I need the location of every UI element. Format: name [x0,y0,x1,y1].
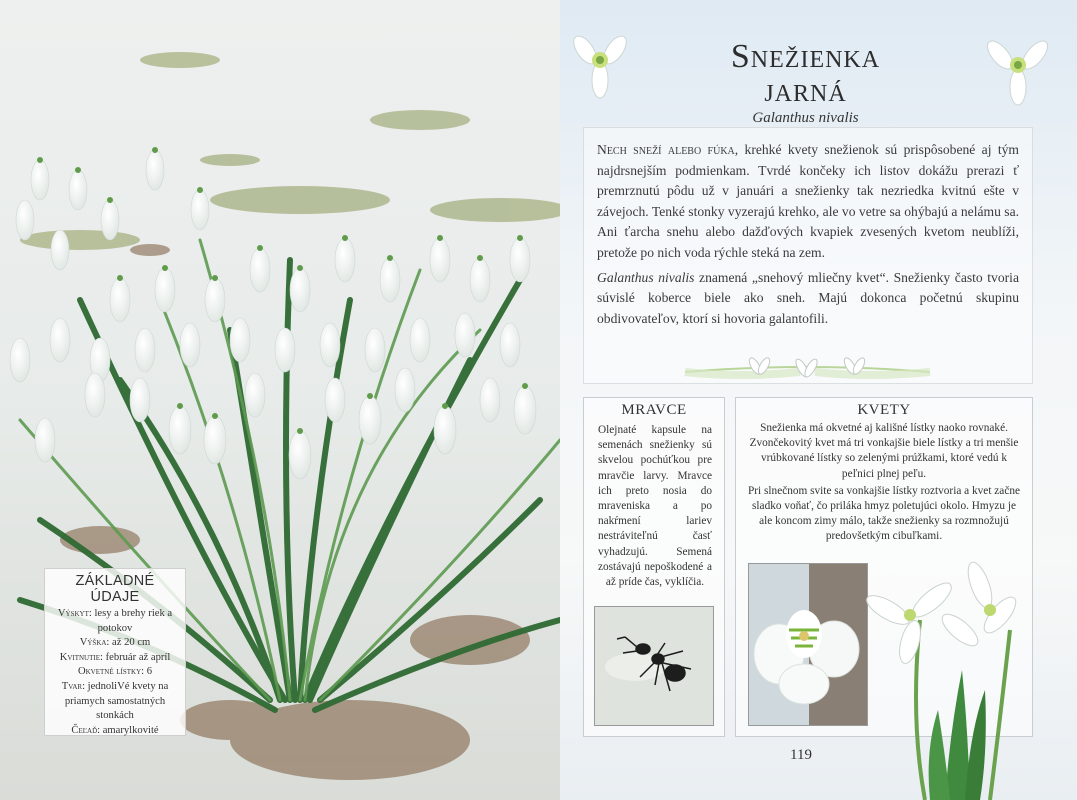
fact-row [49,651,181,666]
fact-value: až 20 cm [109,637,151,649]
title-line-2: jarná [764,72,847,109]
fact-value: február až apríl [102,651,171,663]
fact-value: 6 [144,666,153,678]
fact-row [49,724,181,739]
intro-p2-body: znamená „snehový mliečny kvet“. Snežienky často tvoria súvislé koberce biele ako sneh. Majú dokonca početnú skupinu obdivovateľov, ktorí si hovoria galantofili. [597,269,1019,326]
intro-paragraph-1 [597,140,1019,264]
page-title [583,40,1028,108]
fact-label: Čeľaď: [71,724,101,736]
fact-row [49,636,181,651]
snowdrop-plant-icon [850,560,1040,800]
ants-text: Olejnaté kapsule na semenách snežienky sú skvelou pochúťkou pre mravčie larvy. Mravce ich preto nosia do mraveniska a po nakŕmení lariev nestráviteľnú časť vyhadzujú. Semená zostávajú nepoškodené a až príde čas, vyklíčia. [598,424,712,589]
fact-row [49,607,181,636]
ants-heading: MRAVCE [621,402,687,418]
latin-name: Galanthus nivalis [752,110,859,126]
ant-photo [594,606,714,726]
snowdrop-divider-ornament [680,352,935,390]
ant-icon [595,607,714,726]
flowers-text-1: Snežienka má okvetné aj kališné lístky naoko rovnaké. Zvončekovitý kvet má tri vonkajšie biele lístky a tri menšie vrúbkované lístky so zelenými prúžkami, ktoré vedú k peľnici plnej peľu. [749,422,1019,480]
fact-label: Kvitnutie: [59,651,103,663]
fact-label: Tvar: [61,680,86,692]
fact-row [49,680,181,724]
fact-label: Okvetné lístky: [77,666,145,678]
fact-label: Výška: [79,637,110,649]
intro-lead: Nech sneží alebo fúka, [597,142,739,157]
title-line-1: Snežienka [730,38,881,75]
fact-row [49,665,181,680]
facts-heading: ZÁKLADNÉ ÚDAJE [75,573,155,605]
intro-text-box [583,127,1033,384]
intro-latin: Galanthus nivalis [597,269,695,285]
fact-value: lesy a brehy riek a potokov [91,608,173,634]
basic-facts-box [44,568,186,736]
intro-p1-body: krehké kvety snežienok sú prispôsobené aj tým najdrsnejším podmienkam. Tvrdé končeky ich listov dokážu prerazi ť premrznutú pôdu už v januári a snežienky tak nezriedka kvitnú ešte v závejoch. Tenké stonky vyzerajú krehko, ale vo vetre sa ohýbajú a nelámu sa. Ani ťarcha snehu alebo dažďových kvapiek zvesených kvetom neublíži, pretože po nich voda rýchle steká na zem. [597,142,1019,260]
fact-value: jednoliVé kvety na priamych samostatných stonkách [64,680,169,722]
fact-value: amarylkovité [100,724,159,736]
fact-label: Výskyt: [57,608,92,619]
title-block [583,40,1028,127]
page-number: 119 [790,747,812,763]
flowers-heading: KVETY [857,402,911,418]
flowers-text-2: Pri slnečnom svite sa vonkajšie lístky roztvoria a kvet začne sladko voňať, čo priláka hmyz poletujúci okolo. Hmyzu je ale koncom zimy málo, takže snežienky sa rozmnožujú predovšetkým cibuľkami. [748,484,1020,543]
intro-paragraph-2 [597,268,1019,330]
